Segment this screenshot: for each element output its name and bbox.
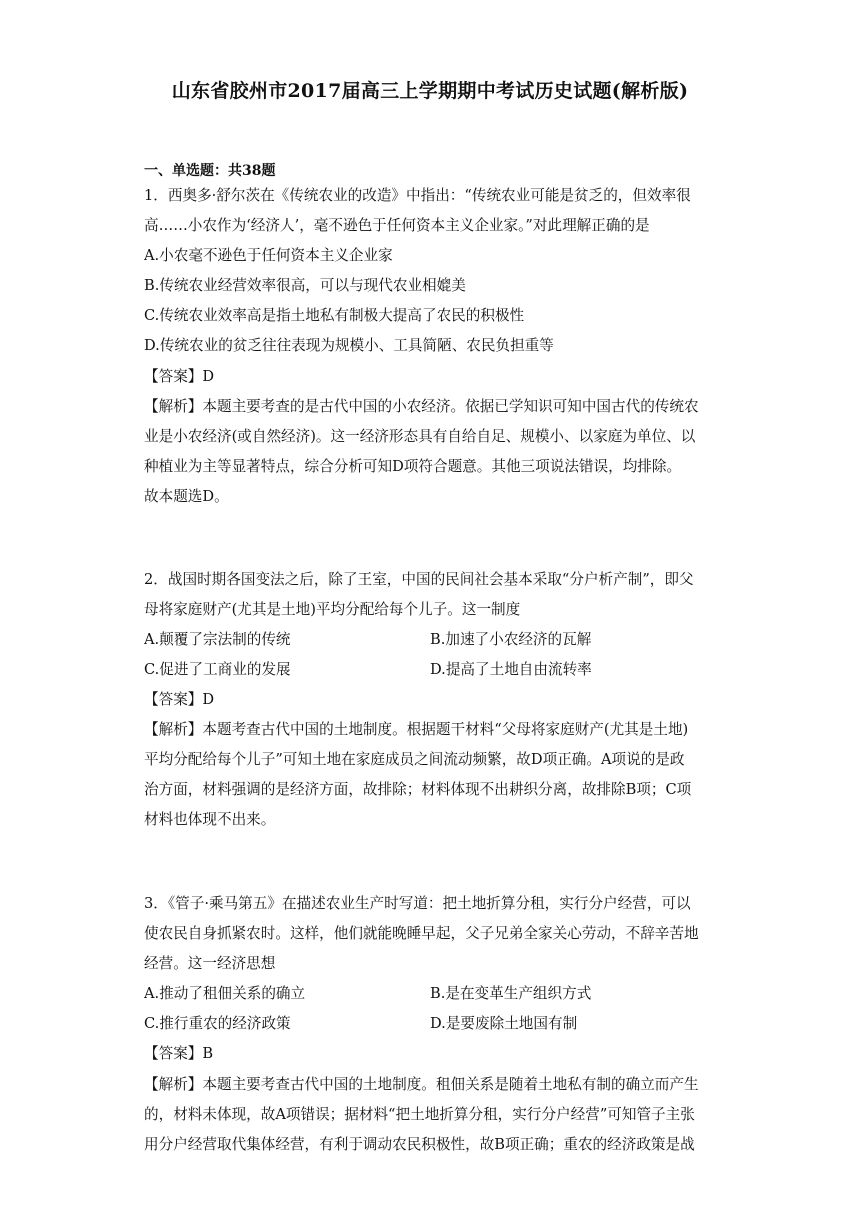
question-3-stem-line-1: 3．《管子·乘马第五》在描述农业生产时写道：把土地折算分租，实行分户经营，可以 bbox=[144, 895, 691, 912]
question-2-stem-line-1: 2．战国时期各国变法之后，除了王室，中国的民间社会基本采取“分户析产制”，即父 bbox=[144, 571, 694, 588]
question-1-analysis-line-3: 种植业为主等显著特点，综合分析可知D项符合题意。其他三项说法错误，均排除。 bbox=[144, 458, 682, 475]
question-2-option-c: C.促进了工商业的发展 bbox=[144, 661, 291, 678]
question-1-option-b: B.传统农业经营效率很高，可以与现代农业相媲美 bbox=[144, 277, 466, 294]
question-1-option-c: C.传统农业效率高是指土地私有制极大提高了农民的积极性 bbox=[144, 307, 525, 324]
question-3-analysis-line-3: 用分户经营取代集体经营，有利于调动农民积极性，故B项正确；重农的经济政策是战 bbox=[144, 1136, 695, 1153]
question-3-option-c: C.推行重农的经济政策 bbox=[144, 1015, 291, 1032]
question-2-analysis-line-4: 材料也体现不出来。 bbox=[144, 811, 276, 828]
question-3-option-a: A.推动了租佃关系的确立 bbox=[144, 985, 306, 1002]
question-1-option-a: A.小农毫不逊色于任何资本主义企业家 bbox=[144, 247, 393, 264]
question-3-analysis-line-1: 【解析】本题主要考查古代中国的土地制度。租佃关系是随着土地私有制的确立而产生 bbox=[144, 1076, 699, 1093]
document-title: 山东省胶州市2017届高三上学期期中考试历史试题(解析版) bbox=[171, 80, 689, 102]
question-3-option-d: D.是要废除土地国有制 bbox=[430, 1015, 578, 1032]
question-2-analysis-line-3: 治方面，材料强调的是经济方面，故排除；材料体现不出耕织分离，故排除B项；C项 bbox=[144, 781, 692, 798]
question-1-analysis-line-2: 业是小农经济(或自然经济)。这一经济形态具有自给自足、规模小、以家庭为单位、以 bbox=[144, 428, 696, 445]
question-2-analysis-line-1: 【解析】本题考查古代中国的土地制度。根据题干材料“父母将家庭财产(尤其是土地) bbox=[144, 721, 689, 738]
question-3-stem-line-2: 使农民自身抓紧农时。这样，他们就能晚睡早起，父子兄弟全家关心劳动，不辞辛苦地 bbox=[144, 925, 699, 942]
question-1-answer: 【答案】D bbox=[144, 368, 215, 385]
question-3-answer: 【答案】B bbox=[144, 1045, 214, 1062]
question-1-option-d: D.传统农业的贫乏往往表现为规模小、工具简陋、农民负担重等 bbox=[144, 337, 554, 354]
section-header: 一、单选题：共38题 bbox=[144, 163, 276, 179]
question-2-answer: 【答案】D bbox=[144, 691, 215, 708]
question-3-option-b: B.是在变革生产组织方式 bbox=[430, 985, 592, 1002]
question-2-analysis-line-2: 平均分配给每个儿子”可知土地在家庭成员之间流动频繁，故D项正确。A项说的是政 bbox=[144, 751, 685, 768]
question-2-stem-line-2: 母将家庭财产(尤其是土地)平均分配给每个儿子。这一制度 bbox=[144, 601, 521, 618]
question-3-analysis-line-2: 的，材料未体现，故A项错误；据材料“把土地折算分租，实行分户经营”可知管子主张 bbox=[144, 1106, 695, 1123]
question-2-option-a: A.颠覆了宗法制的传统 bbox=[144, 631, 291, 648]
question-1-analysis-line-4: 故本题选D。 bbox=[144, 488, 229, 505]
question-2-option-d: D.提高了土地自由流转率 bbox=[430, 661, 592, 678]
question-1-analysis-line-1: 【解析】本题主要考查的是古代中国的小农经济。依据已学知识可知中国古代的传统农 bbox=[144, 398, 699, 415]
question-3-stem-line-3: 经营。这一经济思想 bbox=[144, 955, 276, 972]
question-1-stem-line-2: 高……小农作为‘经济人’，毫不逊色于任何资本主义企业家。”对此理解正确的是 bbox=[144, 217, 650, 234]
question-2-option-b: B.加速了小农经济的瓦解 bbox=[430, 631, 592, 648]
question-1-stem-line-1: 1．西奥多·舒尔茨在《传统农业的改造》中指出：“传统农业可能是贫乏的，但效率很 bbox=[144, 187, 691, 204]
